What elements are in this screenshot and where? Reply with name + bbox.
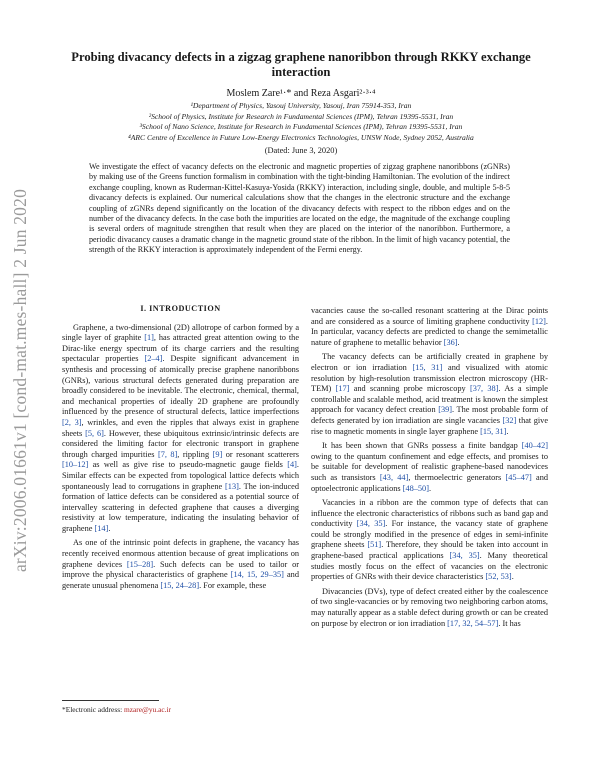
citation-link[interactable]: [34, 35] <box>449 551 480 561</box>
body-paragraph <box>311 498 548 583</box>
paragraph-text: . Therefore, they should be taken into account in graphene-based practical applications <box>311 540 548 561</box>
paragraph-text: . <box>511 572 514 582</box>
citation-link[interactable]: [36] <box>443 337 458 347</box>
arxiv-stamp-text: arXiv:2006.01661v1 [cond-mat.mes-hall] 2 Jun 2020 <box>10 188 31 572</box>
paragraph-text: Divacancies (DVs), type of defect created either by the coalescence of two single-vacancies or by removing two neighboring carbon atoms, may naturally appear as a stable defect during growth or can be created on purpose by electron or ion irradiation <box>311 586 548 628</box>
paragraph-text: . For example, these <box>199 580 267 590</box>
body-paragraph <box>62 323 299 535</box>
body-paragraph <box>62 538 299 591</box>
paragraph-text: As one of the intrinsic point defects in graphene, the vacancy has recently received enormous attention because of great implications on graphene devices <box>62 538 299 569</box>
body-paragraph <box>311 352 548 437</box>
affiliation: ⁴ARC Centre of Excellence in Future Low-Energy Electronics Technologies, UNSW Node, Sydney 2052, Australia <box>128 132 474 142</box>
affiliation: ¹Department of Physics, Yasouj University, Yasouj, Iran 75914-353, Iran <box>190 101 412 110</box>
paragraph-text: vacancies cause the so-called resonant scattering at the Dirac points and are considered as a source of limiting graphene conductivity <box>311 306 548 326</box>
footnote <box>62 705 171 714</box>
abstract: We investigate the effect of vacancy defects on the electronic and magnetic properties of zigzag graphene nanoribbons (zGNRs) by making use of the Greens function formalism in combination with the tight-binding Hamiltonian. The evolution of the indirect exchange coupling, known as Ruderman-Kittel-Kasuya-Yosida (RKKY) interaction, including single, double, and multiple 5-8-5 divacancy defects is explained. Our numerical calculations show that the changes in the electronic structure and the exchange coupling of zGNRs depend significantly on the location of the divacancy defects with respect to the ribbon edges and on the number of the divacancy defects. In the case both the impurities are located on the edge, the magnitude of the exchange coupling is several orders of magnitude strengthen that result when they are placed on the interior of the nanoribbon. Furthermore, a periodic divacancy causes a dramatic change in the magnetic ground state of the ribbon. In the limit of high vacancy potential, the strength of the RKKY interaction is approximately independent of the Fermi energy. <box>89 162 510 255</box>
citation-link[interactable]: [4] <box>287 460 297 470</box>
paragraph-text: , has attracted great attention owing to the Dirac-like energy spectrum of its charge carriers and the resulting spectacular properties <box>62 333 300 364</box>
paragraph-text: . Similar effects can be expected from topological lattice defects which spontaneously lead to corrugations in graphene <box>62 460 299 491</box>
footnote-label: *Electronic address: <box>62 705 124 714</box>
footnote-rule <box>62 700 159 701</box>
citation-link[interactable]: [12] <box>532 316 546 326</box>
paragraph-text: . Despite significant advancement in synthesis and processing of atomically precise graphene nanoribbons (GNRs), various structural defects generated during preparation are broadly considered to be inevitable. The electronic, chemical, thermal, and mechanical properties of ideally 2D graphene are profoundly influenced by the presence of structural defects, lattice imperfections <box>62 354 299 417</box>
citation-link[interactable]: [40–42] <box>521 441 548 451</box>
paragraph-text: . <box>428 483 432 493</box>
citation-link[interactable]: [15, 24–28] <box>160 580 200 590</box>
paragraph-text: . <box>108 523 111 533</box>
body-paragraph <box>311 587 548 629</box>
paragraph-text: as well as give rise to pseudo-magnetic gauge fields <box>88 460 288 470</box>
paper-title: Probing divacancy defects in a zigzag graphene nanoribbon through RKKY exchange interaction <box>71 50 531 79</box>
citation-link[interactable]: [39] <box>438 405 453 415</box>
affiliations <box>60 101 542 143</box>
paragraph-text: that give rise to magnetic moments in single layer graphene <box>311 415 549 436</box>
paragraph-text: . In particular, vacancy defects are predicted to change the semimetallic nature of graphene to metallic behavior <box>311 316 548 347</box>
citation-link[interactable]: [37, 38] <box>469 384 499 394</box>
paragraph-text: Graphene, a two-dimensional (2D) allotrope of carbon formed by a single layer of graphite <box>62 322 299 343</box>
affiliation: ²School of Physics, Institute for Research in Fundamental Sciences (IPM), Tehran 19395-5531, Iran <box>148 111 454 121</box>
paragraph-text: , wrinkles, and even the ripples that always exist in graphene sheets <box>62 417 299 438</box>
citation-link[interactable]: [14] <box>94 523 109 533</box>
paragraph-text: and generate unusual phenomena <box>62 570 299 590</box>
citation-link[interactable]: [15, 31] <box>412 362 443 372</box>
paragraph-text: It has been shown that GNRs possess a finite bandgap <box>322 441 522 451</box>
body-paragraph <box>311 441 548 494</box>
paragraph-text: , rippling <box>177 449 213 459</box>
paragraph-text: . Many theoretical studies mostly focus on the effect of vacancies on the electronic properties of GNRs with their device characteristics <box>311 551 548 582</box>
citation-link[interactable]: [10–12] <box>62 460 89 470</box>
paragraph-text: owing to the quantum confinement and edge effects, and promises to be suitable for development of realistic graphene-based nanodevices such as transistors <box>311 451 548 482</box>
citation-link[interactable]: [2, 3] <box>62 417 82 427</box>
citation-link[interactable]: [2–4] <box>144 354 163 364</box>
paragraph-text: , thermoelectric generators <box>408 472 506 482</box>
paragraph-text: and scanning probe microscopy <box>349 384 470 394</box>
citation-link[interactable]: [52, 53] <box>485 572 512 582</box>
citation-link[interactable]: [7, 8] <box>157 449 178 459</box>
paragraph-text: . The most probable form of defects generated by ion irradiation are single vacancies <box>311 405 548 425</box>
citation-link[interactable]: [17] <box>335 384 350 394</box>
citation-link[interactable]: [34, 35] <box>356 519 386 529</box>
paragraph-text: Vacancies in a ribbon are the common type of defects that can influence the electronic characteristics of ribbons such as band gap and conductivity <box>311 498 548 529</box>
left-column <box>62 304 299 595</box>
left-column-body <box>62 323 299 592</box>
paragraph-text: or resonant scatterers <box>222 449 299 459</box>
citation-link[interactable]: [13] <box>225 481 239 491</box>
citation-link[interactable]: [15, 31] <box>480 426 507 436</box>
section-heading: I. INTRODUCTION <box>140 304 221 313</box>
paragraph-text: . It has <box>498 618 521 628</box>
affiliation: ³School of Nano Science, Institute for Research in Fundamental Sciences (IPM), Tehran 19395-5531, Iran <box>139 122 463 132</box>
citation-link[interactable]: [17, 32, 54–57] <box>447 618 499 628</box>
paragraph-text: . Such defects can be used to tailor or improve the physical characteristics of graphene <box>62 559 299 580</box>
date-line: (Dated: June 3, 2020) <box>264 146 338 155</box>
right-column <box>311 306 548 633</box>
footnote-email-link[interactable]: mzare@yu.ac.ir <box>123 705 172 714</box>
citation-link[interactable]: [1] <box>144 333 154 343</box>
citation-link[interactable]: [14, 15, 29–35] <box>230 570 284 580</box>
paragraph-text: . The ion-induced formation of lattice defects can be considered as a potential source of intervalley scattering in defected graphene that causes a diverging resistivity at low temperature, indicating the insulating behavior of graphene <box>62 481 299 533</box>
arxiv-stamp <box>6 150 36 610</box>
citation-link[interactable]: [51] <box>367 540 382 550</box>
citation-link[interactable]: [32] <box>502 415 517 425</box>
paragraph-text: and optoelectronic applications <box>311 472 548 493</box>
paragraph-text: . However, these ubiquitous extrinsic/intrinsic defects are considered the limiting factor for electronic transport in graphene through charged impurities <box>62 428 299 459</box>
paragraph-text: The vacancy defects can be artificially created in graphene by electron or ion irradiation <box>311 352 548 372</box>
citation-link[interactable]: [5, 6] <box>85 428 104 438</box>
author-list: Moslem Zare¹·* and Reza Asgari²·³·⁴ <box>226 88 376 99</box>
paragraph-text: and visualized with atomic resolution by high-resolution transmission electron microscopy (HR-TEM) <box>311 362 548 394</box>
citation-link[interactable]: [45–47] <box>505 472 532 482</box>
body-paragraph <box>311 306 548 348</box>
citation-link[interactable]: [9] <box>212 449 223 459</box>
paragraph-text: . As a simple controllable and scalable method, acid treatment is known the simplest approach for vacancy defect creation <box>311 384 548 415</box>
citation-link[interactable]: [43, 44] <box>379 472 409 482</box>
citation-link[interactable]: [15–28] <box>126 559 154 569</box>
paragraph-text: . For instance, the vacancy state of graphene could be strongly modified in the presence of edges in semi-infinite graphene sheets <box>311 519 548 550</box>
paragraph-text: . <box>506 426 509 436</box>
citation-link[interactable]: [48–50] <box>402 483 429 493</box>
paragraph-text: . <box>457 337 460 347</box>
